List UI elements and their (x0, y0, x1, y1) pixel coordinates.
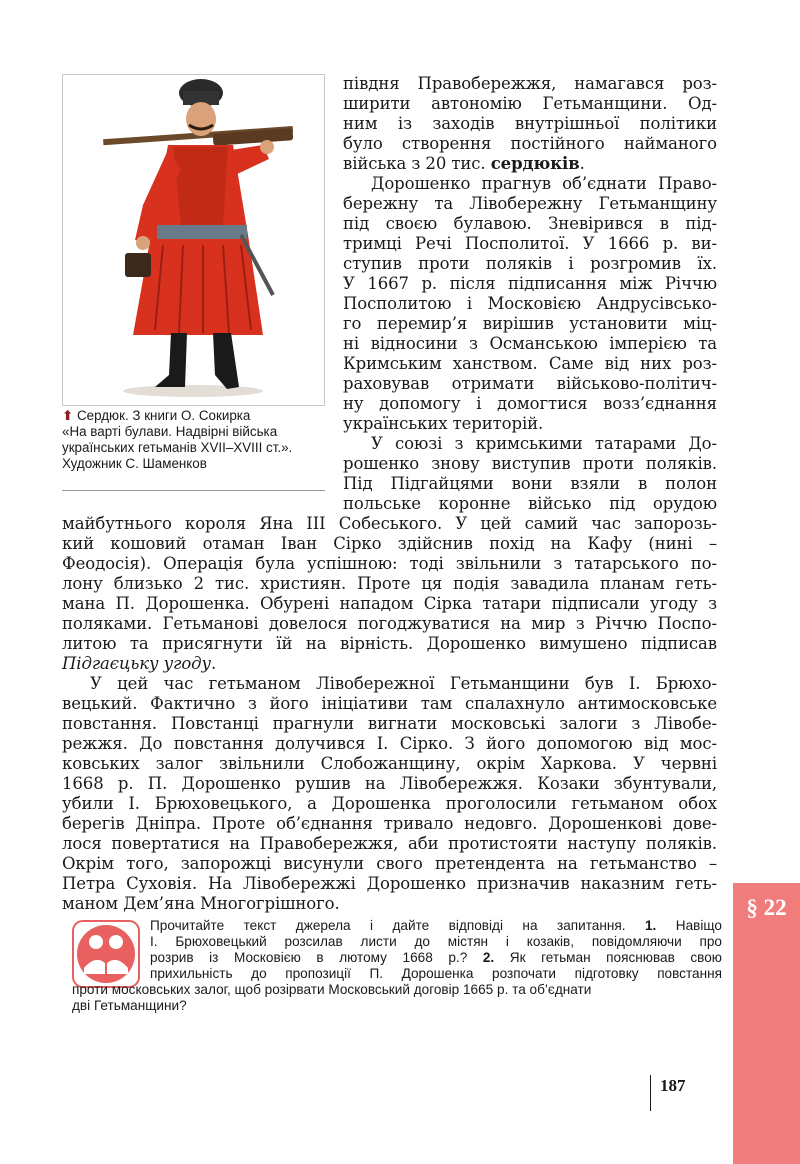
text-line: го перемир’я вирішив установити міц- (343, 314, 717, 333)
text-line: У союзі з кримськими татарами До- (371, 434, 717, 453)
task-line-1 (150, 918, 722, 934)
text-line: Петра Суховія. На Лівобережжі Дорошенко призначив наказним геть- (62, 874, 717, 893)
text-line: У 1667 р. після підписання між Річчю (343, 274, 717, 293)
term-serdiuky: сердюків (490, 154, 580, 173)
text-line: під своєю булавою. Зневірився в під- (343, 214, 717, 233)
text-line: раховував отримати військово-політич- (343, 374, 717, 393)
task-line-2: І. Брюховецький розсилав листи до містян і козаків, повідомляючи про (150, 934, 722, 949)
text-line: війська з 20 тис. сердюків. (343, 154, 585, 173)
text-line: півдня Правобережжя, намагався роз- (343, 74, 717, 93)
text-line: Феодосія). Операція була успішною: тоді звільнили з татарського по- (62, 554, 717, 573)
text-line: берегів Дніпра. Проте об’єднання тривало недовго. Дорошенкові дове- (62, 814, 717, 833)
caption-divider (62, 490, 325, 491)
text-line: лося повертатися на Правобережжя, аби протистояти наступу поляків. (62, 834, 717, 853)
question-1-number: 1. (644, 918, 657, 933)
caption-line-2: «На варті булави. Надвірні війська (62, 424, 278, 439)
text-line: ні відносини з Османською імперією та (343, 334, 717, 353)
text-line: Під Підгайцями вони взяли в полон (343, 474, 717, 493)
caption-arrow-icon: ⬆ (62, 408, 74, 423)
text-line: мана П. Дорошенка. Обурені нападом Сірка татари підписали угоду з (62, 594, 717, 613)
task-line-5: проти московських залог, щоб розірвати Московський договір 1665 р. та об’єднати (72, 982, 592, 997)
text-line: поляками. Гетьманові довелося погоджуватися на мир з Річчю Поспо- (62, 614, 717, 633)
text-line: кий кошовий отаман Іван Сірко здійснив похід на Кафу (нині – (62, 534, 717, 553)
task-line-3 (150, 950, 722, 966)
text-line: Дорошенко прагнув об’єднати Право- (371, 174, 717, 193)
serdiuk-drawing (63, 75, 324, 405)
text-line: Кримським ханством. Саме від них роз- (343, 354, 717, 373)
question-2-number: 2. (482, 950, 495, 965)
page-number-divider (650, 1075, 651, 1111)
task-text: Прочитайте текст джерела і дайте відповіді на запитання. (150, 918, 645, 933)
caption-line-4: Художник С. Шаменков (62, 456, 207, 471)
text-line: режжя. До повстання долучився І. Сірко. З його допомогою від мос- (62, 734, 717, 753)
term-pidhaitsi-treaty: Підгаєцьку угоду (62, 654, 211, 673)
text-line: ну допомогу і домогтися возз’єднання (343, 394, 717, 413)
task-line-4: прихильність до пропозиції П. Дорошенка розпочати підготовку повстання (150, 966, 722, 981)
text-line: польське коронне військо під орудою (343, 494, 717, 513)
text-line: ступив проти поляків і розгромив їх. (343, 254, 717, 273)
page-number: 187 (660, 1076, 686, 1095)
text-line: українських територій. (343, 414, 544, 433)
caption-line-1: Сердюк. З книги О. Сокирка (76, 408, 251, 423)
text-line: рошенко знову виступив проти поляків. (343, 454, 717, 473)
text-line: було створення постійного найманого (343, 134, 717, 153)
task-line-6: дві Гетьманщини? (72, 998, 187, 1013)
task-text: Як гетьман пояснював свою (494, 950, 722, 965)
serdiuk-illustration (62, 74, 325, 406)
text-line: 1668 р. П. Дорошенко рушив на Лівобережжя. Козаки збунтували, (62, 774, 717, 793)
section-tab (733, 883, 800, 1164)
text-line: ковських залог звільнили Слобожанщину, окрім Харкова. У червні (62, 754, 717, 773)
section-number: § 22 (746, 895, 787, 920)
task-text: розрив із Московією в лютому 1668 р.? (150, 950, 483, 965)
text-line: бережну та Лівобережну Гетьманщину (343, 194, 717, 213)
text-line: тримці Речі Посполитої. У 1666 р. ви- (343, 234, 717, 253)
text-line: Підгаєцьку угоду. (62, 654, 217, 673)
text-line: маном Дем’яна Многогрішного. (62, 894, 340, 913)
text-line: Посполитою і Московією Андрусівсько- (343, 294, 717, 313)
caption-line-3: українських гетьманів XVII–XVIII ст.». (62, 440, 293, 455)
task-text: Навіщо (656, 918, 722, 933)
text-line: Окрім того, запорожці висунули свого претендента на гетьманство – (62, 854, 717, 873)
text-line: ним із заходів внутрішньої політики (343, 114, 717, 133)
reading-task-icon (72, 920, 140, 988)
text-span: війська з 20 тис. (343, 154, 491, 173)
text-line: литою та присягнути їй на вірність. Дорошенко вимушено підписав (62, 634, 717, 653)
text-line: ширити автономію Гетьманщини. Од- (343, 94, 717, 113)
text-line: майбутнього короля Яна III Собеського. У цей самий час запорозь- (62, 514, 717, 533)
text-line: повстання. Повстанці прагнули вигнати московські залоги з Лівобе- (62, 714, 717, 733)
text-line: У цей час гетьманом Лівобережної Гетьманщини був І. Брюхо- (90, 674, 717, 693)
figure-caption (62, 408, 332, 472)
text-line: убили І. Брюховецького, а Дорошенка проголосили гетьманом обох (62, 794, 717, 813)
text-line: лону близько 2 тис. християн. Проте ця подія завадила планам геть- (62, 574, 717, 593)
text-line: вецький. Фактично з його ініціативи там спалахнуло антимосковське (62, 694, 717, 713)
